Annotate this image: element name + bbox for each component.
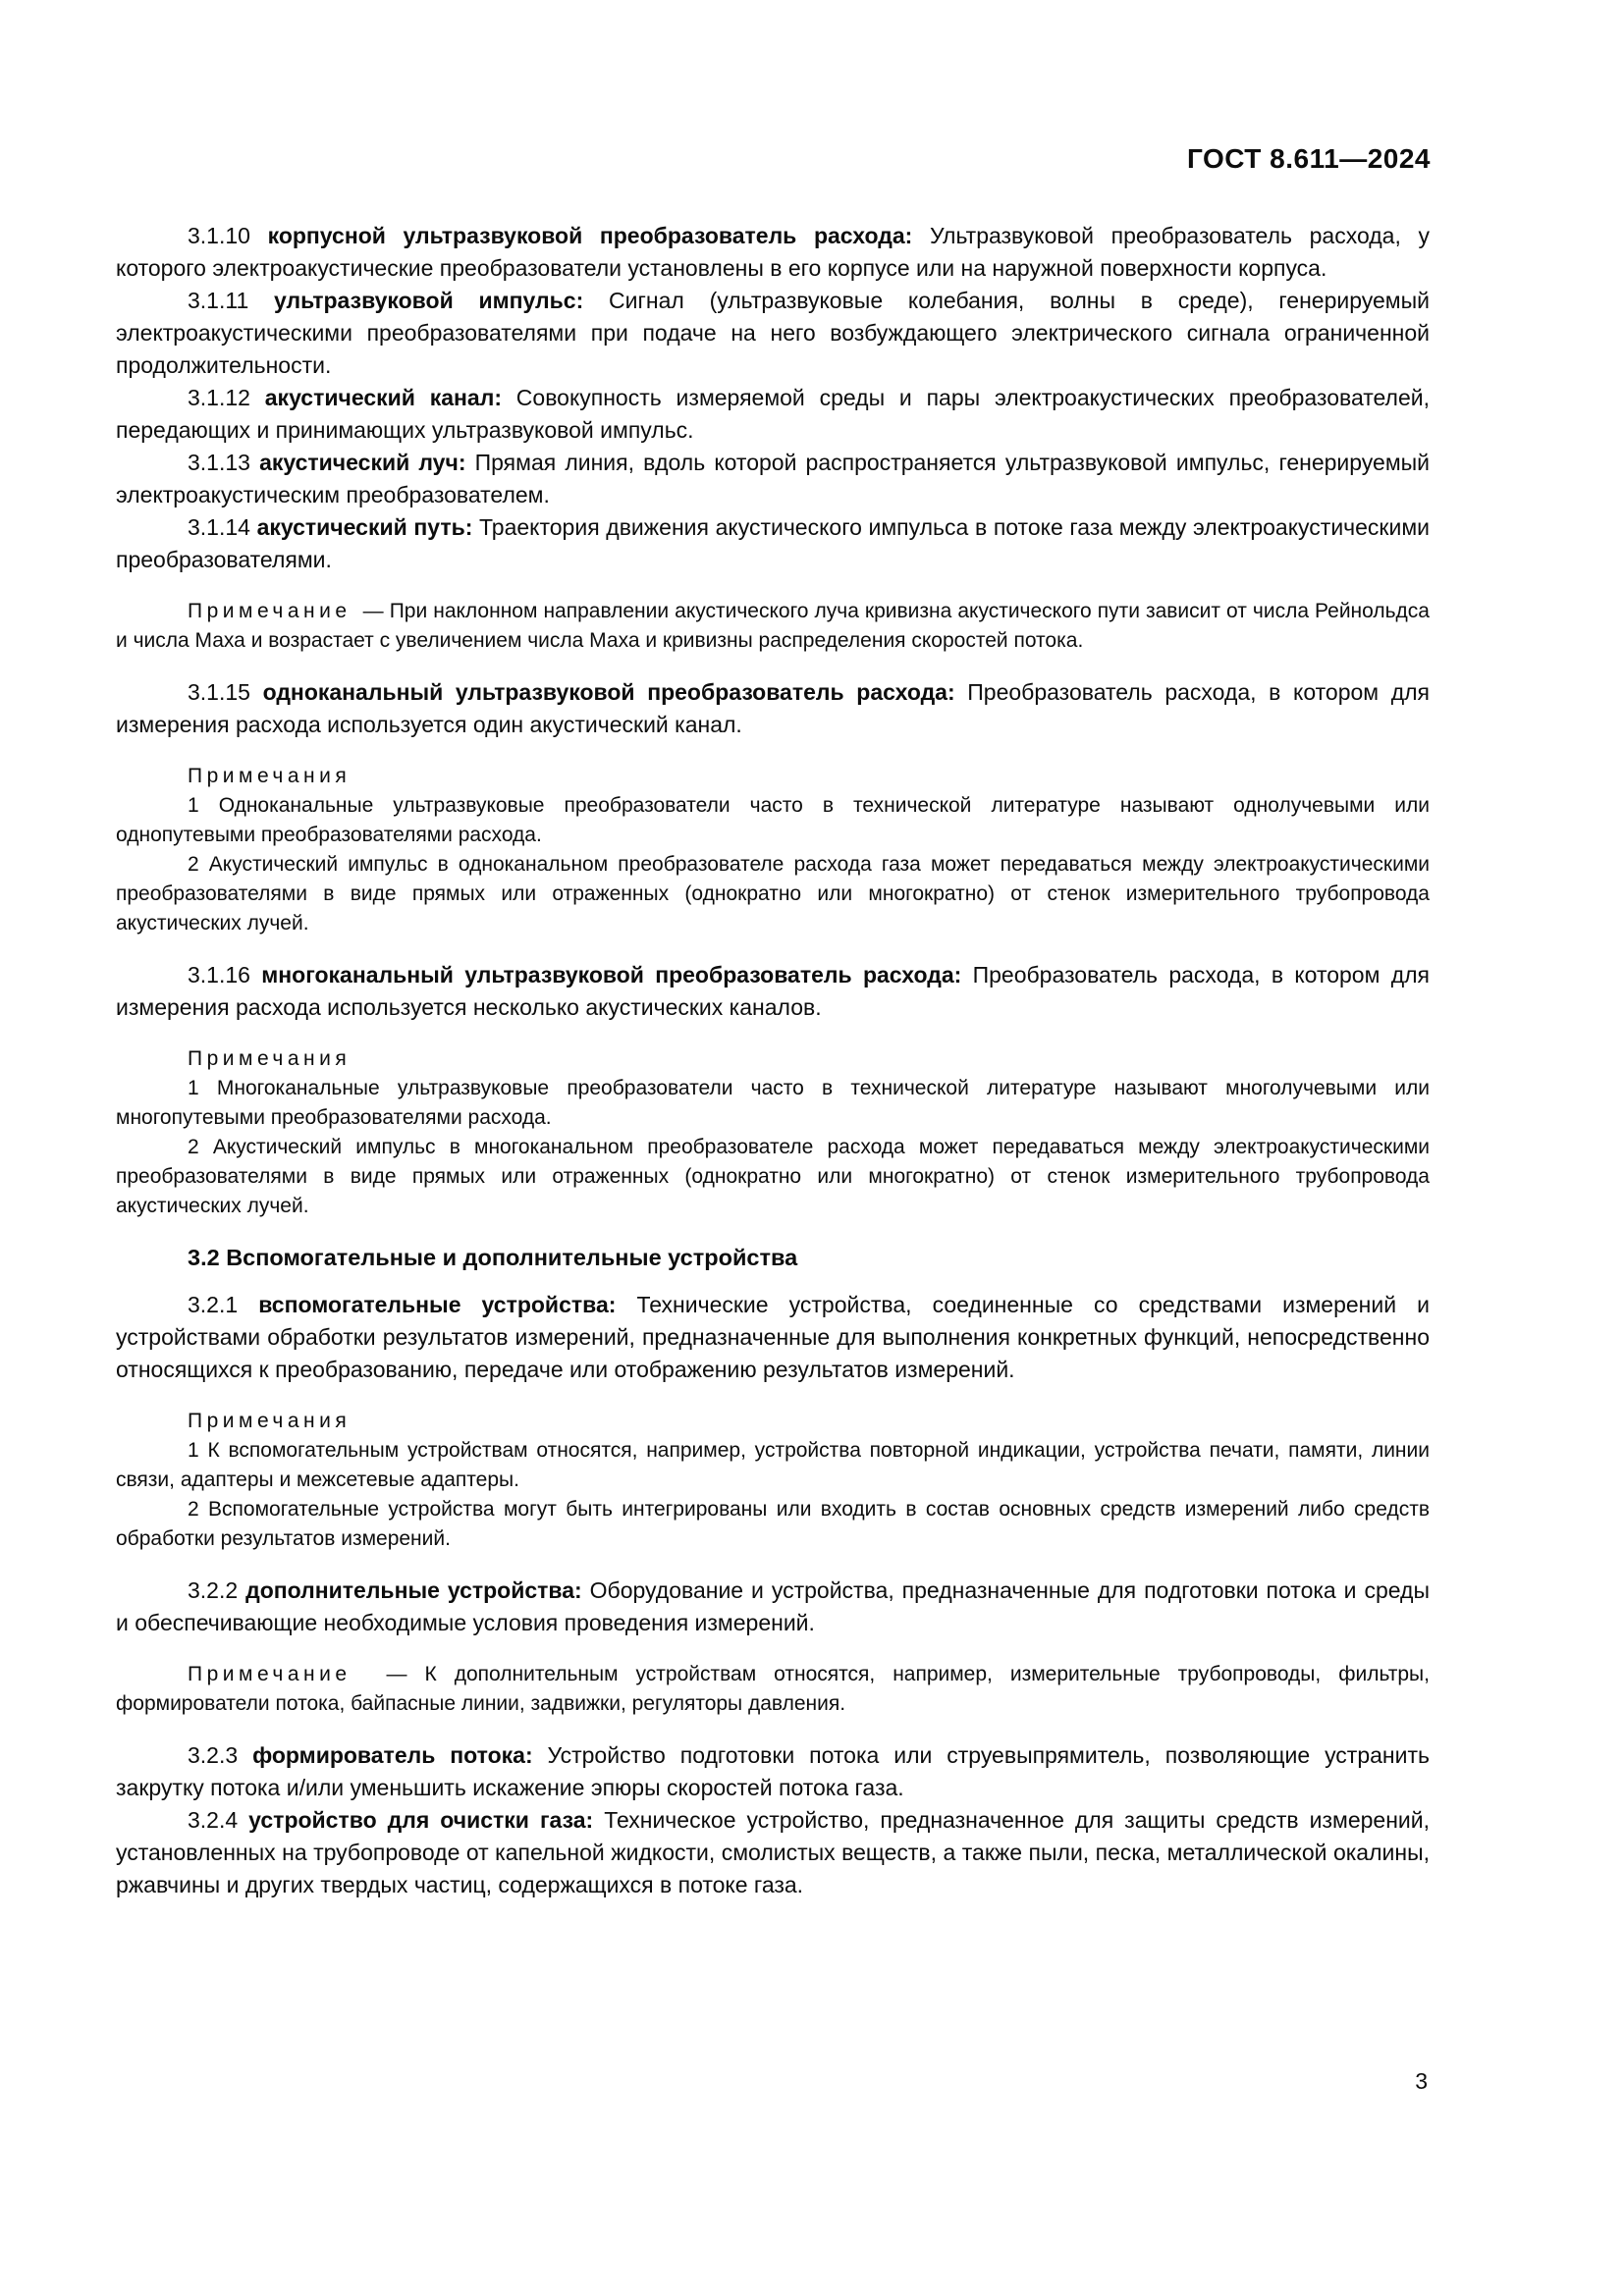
note-item-1: 1 Одноканальные ультразвуковые преобразователи часто в технической литературе называют однолучевыми или однопутевыми преобразователями расхода.	[116, 794, 1430, 846]
note-item-2: 2 Акустический импульс в многоканальном преобразователе расхода может передаваться между электроакустическими преобразователями в виде прямых или отраженных (однократно или многократно) от стенок измерительного трубопровода акустических лучей.	[116, 1136, 1430, 1217]
running-header: ГОСТ 8.611—2024	[1186, 143, 1431, 174]
notes-block-7	[116, 762, 1430, 938]
note-item-2: 2 Акустический импульс в одноканальном преобразователе расхода газа может передаваться между электроакустическими преобразователями в виде прямых или отраженных (однократно или многократно) от стенок измерительного трубопровода акустических лучей.	[116, 853, 1430, 934]
term-number: 3.1.11	[188, 288, 275, 313]
term-number: 3.2.2	[188, 1577, 246, 1603]
term-title: корпусной ультразвуковой преобразователь расхода:	[267, 223, 913, 248]
term-paragraph-3.2.1	[116, 1289, 1430, 1386]
term-definition: Технические устройства, соединенные со средствами измерений и устройствами обработки результатов измерений, предназначенные для выполнения конкретных функций, непосредственно относящихся к преобразованию, передаче или отображению результатов измерений.	[116, 1292, 1430, 1382]
term-definition: Сигнал (ультразвуковые колебания, волны в среде), генерируемый электроакустическими преобразователями при подаче на него возбуждающего электрического сигнала ограниченной продолжительности.	[116, 288, 1430, 378]
note-item-1: 1 Многоканальные ультразвуковые преобразователи часто в технической литературе называют многолучевыми или многопутевыми преобразователями расхода.	[116, 1077, 1430, 1129]
term-number: 3.1.14	[188, 514, 257, 540]
term-number: 3.1.16	[188, 962, 262, 988]
term-title: устройство для очистки газа:	[248, 1807, 594, 1833]
term-paragraph-3.2.3	[116, 1739, 1430, 1804]
term-number: 3.2.4	[188, 1807, 249, 1833]
notes-label-line	[116, 1407, 1430, 1436]
term-number: 3.1.15	[188, 679, 263, 705]
term-number: 3.2.3	[188, 1742, 253, 1768]
term-title: дополнительные устройства:	[245, 1577, 582, 1603]
note-dash: —	[351, 1663, 425, 1685]
term-number: 3.1.10	[188, 223, 268, 248]
note-paragraph	[116, 1660, 1430, 1719]
note-item-1: 1 К вспомогательным устройствам относятся, например, устройства повторной индикации, устройства печати, памяти, линии связи, адаптеры и межсетевые адаптеры.	[116, 1439, 1430, 1491]
term-paragraph-3.1.11	[116, 285, 1430, 382]
note-text: При наклонном направлении акустического луча кривизна акустического пути зависит от числа Рейнольдса и числа Маха и возрастает с увеличением числа Маха и кривизны распределения скоростей потока.	[116, 600, 1430, 652]
notes-block-9	[116, 1044, 1430, 1221]
term-title: одноканальный ультразвуковой преобразователь расхода:	[262, 679, 955, 705]
term-paragraph-3.2.4	[116, 1804, 1430, 1901]
term-title: вспомогательные устройства:	[258, 1292, 617, 1317]
term-definition: Ультразвуковой преобразователь расхода, у которого электроакустические преобразователи установлены в его корпусе или на наружной поверхности корпуса.	[116, 223, 1431, 281]
term-paragraph-3.1.15	[116, 676, 1430, 741]
notes-label: Примечания	[188, 1047, 352, 1070]
note-item-2: 2 Вспомогательные устройства могут быть интегрированы или входить в состав основных средств измерений либо средств обработки результатов измерений.	[116, 1498, 1430, 1550]
term-definition: Преобразователь расхода, в котором для измерения расхода используется несколько акустических каналов.	[116, 962, 1430, 1020]
notes-block-12	[116, 1407, 1430, 1554]
section-heading: 3.2 Вспомогательные и дополнительные устройства	[188, 1245, 798, 1270]
term-title: акустический луч:	[259, 450, 466, 475]
term-title: акустический путь:	[256, 514, 473, 540]
term-number: 3.1.12	[188, 385, 265, 410]
note-label: Примечание	[188, 600, 352, 622]
term-definition: Прямая линия, вдоль которой распространяется ультразвуковой импульс, генерируемый электроакустическим преобразователем.	[116, 450, 1431, 507]
notes-label-line	[116, 762, 1430, 791]
term-paragraph-3.2.2	[116, 1575, 1430, 1639]
term-title: многоканальный ультразвуковой преобразователь расхода:	[261, 962, 962, 988]
term-paragraph-3.1.12	[116, 382, 1430, 447]
notes-label: Примечания	[188, 1410, 352, 1432]
term-paragraph-3.1.14	[116, 511, 1430, 576]
notes-label-line	[116, 1044, 1430, 1074]
term-title: формирователь потока:	[252, 1742, 533, 1768]
term-title: акустический канал:	[264, 385, 502, 410]
term-paragraph-3.1.16	[116, 959, 1430, 1024]
term-number: 3.1.13	[188, 450, 260, 475]
term-definition: Преобразователь расхода, в котором для измерения расхода используется один акустический канал.	[116, 679, 1431, 737]
term-definition: Совокупность измеряемой среды и пары электроакустических преобразователей, передающих и принимающих ультразвуковой импульс.	[116, 385, 1430, 443]
term-paragraph-3.1.10	[116, 220, 1430, 285]
note-text: К дополнительным устройствам относятся, например, измерительные трубопроводы, фильтры, формирователи потока, байпасные линии, задвижки, регуляторы давления.	[116, 1663, 1430, 1715]
note-block-5	[116, 597, 1430, 656]
note-block-14	[116, 1660, 1430, 1719]
note-paragraph	[116, 597, 1430, 656]
document-body	[116, 220, 1430, 1901]
term-definition: Устройство подготовки потока или струевыпрямитель, позволяющие устранить закрутку потока и/или уменьшить искажение эпюры скоростей потока газа.	[116, 1742, 1430, 1800]
term-definition: Оборудование и устройства, предназначенные для подготовки потока и среды и обеспечивающие необходимые условия проведения измерений.	[116, 1577, 1431, 1635]
term-paragraph-3.1.13	[116, 447, 1430, 511]
page-number: 3	[1415, 2068, 1428, 2094]
term-definition: Траектория движения акустического импульса в потоке газа между электроакустическими преобразователями.	[116, 514, 1431, 572]
notes-label: Примечания	[188, 765, 352, 787]
term-title: ультразвуковой импульс:	[274, 288, 584, 313]
term-number: 3.2.1	[188, 1292, 259, 1317]
term-definition: Техническое устройство, предназначенное для защиты средств измерений, установленных на трубопроводе от капельной жидкости, смолистых веществ, а также пыли, песка, металлической окалины, ржавчины и других твердых частиц, содержащихся в потоке газа.	[116, 1807, 1430, 1897]
note-label: Примечание	[188, 1663, 352, 1685]
note-dash: —	[351, 600, 390, 622]
